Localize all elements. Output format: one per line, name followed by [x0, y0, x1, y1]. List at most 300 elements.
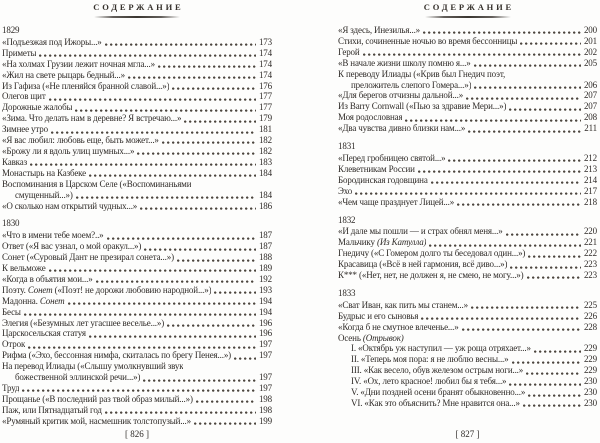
entry-title-text: Герой	[338, 46, 360, 57]
entry-title-text: Прощанье («В последний раз твой образ милый...»)	[2, 393, 193, 404]
toc-entry	[2, 263, 272, 274]
entry-page: 223	[583, 259, 597, 270]
dot-leader	[89, 168, 256, 179]
entry-title	[351, 343, 531, 354]
toc-entry	[2, 124, 272, 135]
entry-page: 228	[583, 321, 597, 332]
entry-title-text: IV. «Ох, лето красное! любил бы я тебя...»	[351, 376, 507, 387]
entry-title-text: Поэту.	[2, 284, 28, 295]
dot-leader	[363, 47, 581, 58]
entry-title-text: «Сват Иван, как пить мы станем...»	[338, 299, 468, 310]
header-rule	[94, 16, 180, 18]
entry-title-italic: (Из Катулла)	[376, 237, 427, 248]
entry-page: 222	[583, 248, 597, 259]
entry-title-text: «О сколько нам открытий чудных...»	[2, 200, 138, 211]
dot-leader	[474, 80, 581, 91]
entry-title	[2, 146, 134, 157]
entry-title	[338, 58, 471, 69]
dot-leader	[468, 123, 581, 134]
entry-title-text: Отрок	[2, 339, 26, 350]
toc-entry	[338, 398, 597, 409]
entry-title	[338, 237, 426, 248]
entry-page: 174	[258, 47, 272, 58]
dot-leader	[162, 135, 256, 146]
dot-leader	[234, 350, 256, 361]
dot-leader	[105, 405, 256, 416]
toc-list-right	[338, 25, 597, 409]
dot-leader	[75, 102, 256, 113]
entry-page: 177	[258, 102, 272, 113]
toc-entry	[2, 361, 272, 372]
entry-title-text: Монастырь на Казбеке	[2, 167, 87, 178]
entry-title-text: II. «Теперь моя пора: я не люблю весны...»	[351, 354, 509, 365]
entry-page: 217	[583, 185, 597, 196]
entry-title	[338, 311, 418, 322]
entry-title-text: VI. «Как это объяснить? Мне нравится она...»	[351, 398, 520, 408]
entry-title	[338, 270, 524, 281]
entry-title	[2, 383, 19, 394]
entry-title-italic: (Отрывок)	[362, 332, 404, 343]
entry-page: 179	[258, 113, 272, 124]
entry-page: 201	[583, 35, 597, 46]
dot-leader	[418, 164, 581, 175]
entry-title-text: «Румяный критик мой, насмешник толстопузый...»	[2, 415, 191, 426]
dot-leader	[528, 248, 581, 259]
dot-leader	[24, 307, 256, 318]
entry-title	[2, 405, 102, 416]
entry-title	[2, 157, 27, 168]
toc-entry	[2, 135, 272, 146]
entry-page: 223	[583, 270, 597, 281]
entry-title-text: смущенный...»)	[15, 189, 73, 200]
entry-page: 229	[583, 354, 597, 365]
toc-entry	[2, 252, 272, 263]
entry-title-text: На перевод Илиады («Слышу умолкнувший звук	[2, 361, 184, 372]
dot-leader	[474, 58, 581, 69]
entry-title-text: Ответ («Я вас узнал, о мой оракул...»)	[2, 241, 142, 252]
entry-title	[2, 307, 21, 318]
folio: [ 826 ]	[125, 429, 149, 439]
entry-page: 205	[583, 57, 597, 68]
toc-entry	[2, 59, 272, 70]
entry-title-text: «И дале мы пошли — и страх обнял меня...»	[338, 226, 503, 237]
entry-title-text: «В начале жизни школу помню я...»	[338, 57, 471, 68]
entry-title-text: («Поэт! не дорожи любовию народной...»)	[52, 284, 212, 295]
entry-page: 193	[258, 284, 272, 295]
toc-entry	[2, 328, 272, 339]
entry-title-text: V. «Дни поздней осени бранят обыкновенно...»	[351, 387, 526, 398]
entry-title-text: Красавица («Всё в ней гармония, всё диво...»)	[338, 259, 508, 270]
entry-title	[2, 350, 231, 361]
entry-title	[351, 387, 525, 398]
entry-page: 174	[258, 69, 272, 80]
entry-title	[338, 226, 503, 237]
toc-entry	[338, 47, 597, 58]
entry-page: 200	[583, 25, 597, 35]
entry-title	[2, 361, 183, 372]
entry-title-text: Воспоминания в Царском Селе («Воспоминаньями	[2, 178, 192, 189]
entry-page: 218	[583, 196, 597, 207]
dot-leader	[28, 339, 256, 350]
entry-title-text: Рифма («Эхо, бессонная нимфа, скиталась по брегу Пенея...»)	[2, 350, 232, 361]
entry-title-text: «Два чувства дивно близки нам...»	[338, 123, 466, 134]
entry-page: 196	[258, 317, 272, 328]
toc-entry	[338, 164, 597, 175]
entry-title-text: божественной эллинской речи...»)	[15, 372, 141, 383]
entry-title	[2, 318, 164, 329]
entry-title	[2, 81, 169, 92]
entry-title	[338, 101, 506, 112]
toc-entry	[338, 69, 597, 80]
entry-page: 230	[583, 398, 597, 408]
toc-entry	[2, 274, 272, 285]
entry-title	[338, 186, 352, 197]
entry-page: 208	[583, 112, 597, 123]
entry-title-text: III. «Как весело, обув железом острым ноги...»	[351, 365, 524, 376]
entry-page: 214	[583, 174, 597, 185]
toc-entry	[2, 383, 272, 394]
entry-title-text: «Брожу ли я вдоль улиц шумных...»	[2, 145, 135, 156]
entry-title	[15, 372, 140, 383]
entry-page: 181	[258, 124, 272, 135]
entry-page: 187	[258, 230, 272, 241]
entry-title-italic: Сонет	[39, 295, 65, 306]
toc-list-left	[2, 25, 272, 427]
dot-leader	[527, 270, 581, 281]
entry-title-italic: Сонет	[27, 284, 53, 295]
entry-title-text: Бесы	[2, 306, 21, 317]
entry-title	[2, 135, 159, 146]
entry-page: 207	[583, 90, 597, 101]
entry-title	[338, 123, 465, 134]
dot-leader	[196, 394, 256, 405]
toc-entry	[338, 376, 597, 387]
dot-leader	[457, 197, 581, 208]
toc-entry	[2, 102, 272, 113]
entry-page: 197	[258, 372, 272, 383]
toc-entry	[2, 113, 272, 124]
toc-entry	[338, 322, 597, 333]
toc-entry	[338, 123, 597, 134]
entry-title-text: «Когда б не смутное влеченье...»	[338, 321, 459, 332]
dot-leader	[51, 124, 256, 135]
dot-leader	[431, 175, 581, 186]
entry-page: 199	[258, 415, 272, 426]
entry-title-text: К переводу Илиады («Крив был Гнедич поэт,	[338, 68, 506, 79]
entry-title	[351, 365, 523, 376]
dot-leader	[512, 354, 581, 365]
header-rule	[425, 16, 511, 18]
entry-title	[2, 285, 211, 296]
dot-leader	[355, 186, 581, 197]
toc-entry	[338, 186, 597, 197]
entry-title-text: Сонет («Суровый Дант не презирал сонета...»)	[2, 252, 174, 263]
entry-title-text: Мальчику	[338, 237, 377, 248]
entry-title	[2, 328, 86, 339]
toc-entry	[2, 307, 272, 318]
entry-title	[338, 90, 463, 101]
dot-leader	[534, 343, 581, 354]
entry-title-text: Клеветникам России	[338, 163, 415, 174]
entry-page: 229	[583, 343, 597, 354]
entry-title	[2, 241, 141, 252]
toc-entry	[338, 175, 597, 186]
entry-page: 202	[583, 46, 597, 57]
toc-entry	[338, 58, 597, 69]
dot-leader	[184, 113, 256, 124]
entry-title-text: «На холмах Грузии лежит ночная мгла...»	[2, 58, 155, 69]
toc-entry	[2, 350, 272, 361]
entry-page: 197	[258, 350, 272, 361]
entry-title	[338, 248, 525, 259]
entry-title	[2, 252, 174, 263]
entry-title	[2, 168, 86, 179]
entry-title	[2, 59, 155, 70]
dot-leader	[140, 201, 256, 212]
toc-entry	[338, 300, 597, 311]
entry-title	[338, 197, 454, 208]
toc-entry	[2, 168, 272, 179]
toc-entry-continuation	[338, 80, 597, 91]
dot-leader	[39, 48, 256, 59]
dot-leader	[158, 59, 256, 70]
entry-title-text: «Что в имени тебе моем?..»	[2, 230, 104, 241]
dot-leader	[405, 112, 580, 123]
dot-leader	[22, 383, 255, 394]
entry-page: 230	[583, 387, 597, 398]
toc-entry	[338, 112, 597, 123]
year-heading: 1833	[338, 287, 356, 298]
dot-leader	[471, 300, 581, 311]
toc-entry	[338, 365, 597, 376]
toc-entry	[338, 90, 597, 101]
entry-title-text: К*** («Нет, нет, не должен я, не смею, не могу...»)	[338, 270, 524, 281]
entry-page: 188	[258, 252, 272, 263]
toc-entry	[2, 157, 272, 168]
dot-leader	[105, 37, 256, 48]
entry-page: 194	[258, 295, 272, 306]
toc-entry	[338, 270, 597, 281]
entry-title-text: «Подъезжая под Ижоры...»	[2, 36, 102, 47]
entry-page: 194	[258, 306, 272, 317]
entry-title-text: «Когда в объятия мои...»	[2, 273, 93, 284]
entry-page: 198	[258, 393, 272, 404]
entry-title-text: I. «Октябрь уж наступил — уж роща отряхает...»	[351, 343, 531, 354]
toc-entry	[338, 354, 597, 365]
toc-entry	[338, 259, 597, 270]
toc-entry	[2, 339, 272, 350]
right-page	[300, 0, 600, 443]
entry-title	[338, 175, 428, 186]
dot-leader	[144, 241, 256, 252]
entry-page: 198	[258, 404, 272, 415]
dot-leader	[172, 81, 255, 92]
entry-title	[351, 80, 471, 91]
entry-title	[2, 48, 36, 59]
dot-leader	[421, 311, 581, 322]
page-header: СОДЕРЖАНИЕ	[423, 2, 514, 12]
entry-page: 186	[258, 200, 272, 211]
toc-entry	[2, 230, 272, 241]
entry-title	[338, 36, 517, 47]
dot-leader	[526, 365, 581, 376]
entry-title-text: Стихи, сочиненные ночью во время бессонницы	[338, 35, 518, 46]
entry-page: 173	[258, 36, 272, 47]
year-heading: 1831	[338, 141, 356, 152]
entry-title-text: Приметы	[2, 47, 37, 58]
dot-leader	[107, 230, 256, 241]
entry-title-text: «Я вас любил: любовь еще, быть может...»	[2, 135, 159, 146]
toc-entry	[2, 70, 272, 81]
entry-title	[2, 70, 125, 81]
toc-entry	[338, 197, 597, 208]
toc-entry	[338, 153, 597, 164]
entry-title-text: Мадонна.	[2, 295, 40, 306]
dot-leader	[194, 416, 256, 427]
entry-page: 226	[583, 310, 597, 321]
dot-leader	[462, 322, 581, 333]
entry-title	[2, 201, 137, 212]
entry-title	[2, 263, 46, 274]
entry-title-text: «Перед гробницею святой...»	[338, 152, 446, 163]
entry-title-text: Из Гафиза («Не пленяйся бранной славой...»)	[2, 80, 170, 91]
dot-leader	[214, 285, 255, 296]
dot-leader	[506, 226, 581, 237]
dot-leader	[466, 90, 581, 101]
entry-title	[351, 398, 520, 409]
entry-title-text: Паж, или Пятнадцатый год	[2, 404, 102, 415]
dot-leader	[143, 372, 256, 383]
entry-title	[2, 230, 104, 241]
entry-title	[338, 164, 415, 175]
entry-title-text: «Для берегов отчизны дальной...»	[338, 90, 464, 101]
dot-leader	[96, 274, 256, 285]
toc-entry	[338, 237, 597, 248]
entry-title	[2, 296, 65, 307]
toc-entry	[338, 387, 597, 398]
entry-page: 221	[583, 237, 597, 248]
toc-entry-continuation	[2, 190, 272, 201]
page-header: СОДЕРЖАНИЕ	[93, 2, 184, 12]
dot-leader	[68, 296, 256, 307]
dot-leader	[448, 153, 580, 164]
entry-title	[2, 179, 191, 190]
dot-leader	[429, 237, 581, 248]
entry-title-text: Моя родословная	[338, 112, 403, 123]
entry-title	[2, 102, 72, 113]
dot-leader	[177, 252, 256, 263]
entry-title-text: Будрыс и его сыновья	[338, 310, 419, 321]
dot-leader	[167, 318, 256, 329]
entry-title-text: К вельможе	[2, 263, 46, 274]
toc-entry	[338, 333, 597, 344]
toc-entry	[338, 226, 597, 237]
entry-title-text: Труд	[2, 383, 20, 393]
entry-title	[338, 153, 445, 164]
entry-page: 197	[258, 383, 272, 393]
entry-page: 177	[258, 91, 272, 102]
toc-entry	[2, 201, 272, 212]
entry-title	[338, 322, 459, 333]
entry-page: 183	[258, 156, 272, 167]
dot-leader	[128, 70, 256, 81]
entry-page: 212	[583, 152, 597, 163]
entry-title	[338, 112, 402, 123]
entry-page: 184	[258, 189, 272, 200]
entry-title	[2, 91, 46, 102]
entry-page: 206	[583, 79, 597, 90]
toc-entry	[2, 146, 272, 157]
toc-entry	[2, 91, 272, 102]
entry-page: 220	[583, 226, 597, 237]
toc-entry	[2, 285, 272, 296]
entry-title	[2, 274, 93, 285]
dot-leader	[520, 36, 581, 47]
entry-title-text: Элегия («Безумных лет угасшее веселье...»)	[2, 317, 165, 328]
entry-page: 196	[258, 328, 272, 339]
entry-page: 197	[258, 339, 272, 350]
entry-title-text: Кавказ	[2, 156, 28, 167]
toc-entry	[338, 248, 597, 259]
entry-title	[338, 259, 507, 270]
entry-page: 230	[583, 376, 597, 387]
entry-title-text: Из Barry Cornwall («Пью за здравие Мери...»)	[338, 101, 507, 112]
entry-title-text: «Чем чаще празднует Лицей...»	[338, 196, 455, 207]
toc-entry	[2, 318, 272, 329]
entry-page: 192	[258, 273, 272, 284]
entry-page: 176	[258, 80, 272, 91]
dot-leader	[509, 376, 581, 387]
toc-entry	[2, 179, 272, 190]
toc-entry	[338, 101, 597, 112]
toc-entry	[2, 405, 272, 416]
dot-leader	[423, 25, 581, 36]
toc-entry	[2, 37, 272, 48]
entry-page: 182	[258, 145, 272, 156]
entry-title	[338, 47, 360, 58]
toc-entry	[2, 48, 272, 59]
entry-title	[338, 25, 420, 36]
entry-title-text: Царскосельская статуя	[2, 328, 86, 339]
toc-entry	[2, 394, 272, 405]
dot-leader	[528, 387, 581, 398]
entry-page: 207	[583, 101, 597, 112]
toc-entry	[2, 296, 272, 307]
entry-page: 225	[583, 299, 597, 310]
dot-leader	[49, 91, 256, 102]
entry-title-text: Олегов щит	[2, 91, 46, 102]
dot-leader	[89, 328, 256, 339]
entry-title	[2, 416, 191, 427]
year-heading: 1832	[338, 214, 356, 225]
entry-page: 182	[258, 135, 272, 146]
entry-title	[2, 394, 193, 405]
dot-leader	[523, 398, 581, 409]
year-heading: 1829	[2, 25, 20, 35]
dot-leader	[49, 263, 256, 274]
entry-title	[15, 190, 73, 201]
dot-leader	[510, 259, 581, 270]
toc-entry	[2, 241, 272, 252]
entry-title-text: Дорожные жалобы	[2, 102, 73, 113]
dot-leader	[76, 190, 256, 201]
toc-entry-continuation	[2, 372, 272, 383]
dot-leader	[137, 146, 256, 157]
entry-title	[2, 124, 48, 135]
entry-title-text: преложитель слепого Гомера...»)	[351, 79, 472, 90]
toc-entry	[2, 416, 272, 427]
entry-title	[2, 113, 181, 124]
